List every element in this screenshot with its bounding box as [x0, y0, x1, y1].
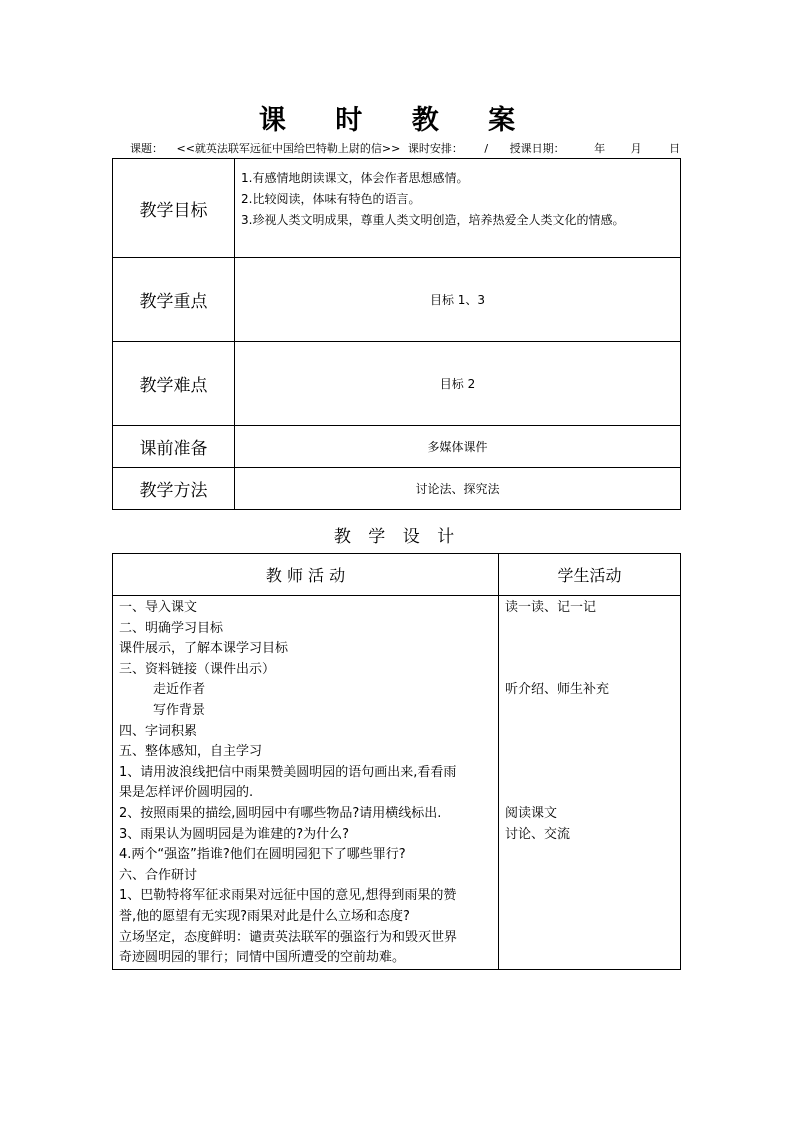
lesson-overview-table	[112, 158, 681, 510]
prep-label: 课前准备	[113, 426, 235, 468]
student-line: 讨论、交流	[505, 826, 571, 842]
goals-row	[113, 159, 681, 258]
goal-item: 1.有感情地朗读课文，体会作者思想感情。	[241, 171, 469, 185]
design-body-row	[113, 596, 681, 970]
method-label: 教学方法	[113, 468, 235, 510]
teacher-line: 三、资料链接（课件出示）	[119, 661, 276, 677]
teacher-line: 4.两个“强盗”指谁?他们在圆明园犯下了哪些罪行?	[119, 847, 406, 863]
student-line	[505, 660, 674, 681]
teacher-line: 果是怎样评价圆明园的.	[119, 785, 254, 801]
student-line	[505, 639, 674, 660]
schedule-label: 课时安排：	[407, 142, 463, 155]
teacher-line: 1、请用波浪线把信中雨果赞美圆明园的语句画出来,看看雨	[119, 764, 457, 780]
teacher-line: 写作背景	[153, 702, 206, 718]
teacher-line: 立场坚定，态度鲜明：谴责英法联军的强盗行为和毁灭世界	[119, 929, 458, 945]
student-line	[505, 619, 674, 640]
method-row	[113, 468, 681, 510]
topic-label: 课题：	[130, 142, 163, 155]
goals-label: 教学目标	[113, 159, 235, 258]
topic-value: <<就英法联军远征中国给巴特勒上尉的信>>	[176, 142, 401, 155]
date-year: 年	[594, 142, 606, 155]
student-line	[505, 742, 674, 763]
student-activity-header: 学生活动	[499, 554, 681, 596]
design-title: 教 学 设 计	[333, 527, 461, 547]
teacher-line: 走近作者	[153, 682, 206, 698]
teacher-activity-cell	[113, 596, 499, 970]
student-line	[505, 763, 674, 784]
difficulty-value: 目标 2	[235, 342, 681, 426]
goal-item: 3.珍视人类文明成果，尊重人类文明创造，培养热爱全人类文化的情感。	[241, 213, 625, 227]
goal-item: 2.比较阅读，体味有特色的语言。	[241, 192, 421, 206]
goals-cell	[235, 159, 681, 258]
teacher-line: 课件展示，了解本课学习目标	[119, 641, 289, 657]
teaching-design-table	[112, 553, 681, 970]
method-value: 讨论法、探究法	[235, 468, 681, 510]
teacher-line: 一、导入课文	[119, 600, 198, 615]
student-line	[505, 701, 674, 722]
student-line	[505, 783, 674, 804]
student-line	[505, 722, 674, 743]
teacher-line: 1、巴勒特将军征求雨果对远征中国的意见,想得到雨果的赞	[119, 888, 457, 904]
difficulty-label: 教学难点	[113, 342, 235, 426]
student-line: 读一读、记一记	[505, 600, 597, 615]
focus-value: 目标 1、3	[235, 258, 681, 342]
teacher-line: 3、雨果认为圆明园是为谁建的?为什么?	[119, 826, 350, 842]
design-header-row	[113, 554, 681, 596]
teacher-line: 誉,他的愿望有无实现?雨果对此是什么立场和态度?	[119, 908, 410, 924]
teacher-line: 二、明确学习目标	[119, 620, 224, 636]
focus-row	[113, 258, 681, 342]
focus-label: 教学重点	[113, 258, 235, 342]
student-line: 阅读课文	[505, 805, 558, 821]
teacher-line: 2、按照雨果的描绘,圆明园中有哪些物品?请用横线标出.	[119, 805, 442, 821]
date-day: 日	[669, 142, 681, 155]
lesson-info-line	[130, 140, 680, 156]
date-label: 授课日期：	[509, 142, 565, 155]
teacher-line: 奇迹圆明园的罪行；同情中国所遭受的空前劫难。	[119, 950, 406, 966]
teacher-line: 四、字词积累	[119, 723, 198, 739]
teacher-line: 六、合作研讨	[119, 867, 198, 883]
difficulty-row	[113, 342, 681, 426]
teacher-line: 五、整体感知，自主学习	[119, 744, 263, 760]
teacher-activity-header: 教 师 活 动	[113, 554, 499, 596]
prep-value: 多媒体课件	[235, 426, 681, 468]
student-activity-cell	[499, 596, 681, 970]
prep-row	[113, 426, 681, 468]
student-line: 听介绍、师生补充	[505, 682, 610, 698]
schedule-value: /	[484, 142, 489, 155]
page-title: 课 时 教 案	[258, 105, 536, 136]
date-month: 月	[630, 142, 642, 155]
